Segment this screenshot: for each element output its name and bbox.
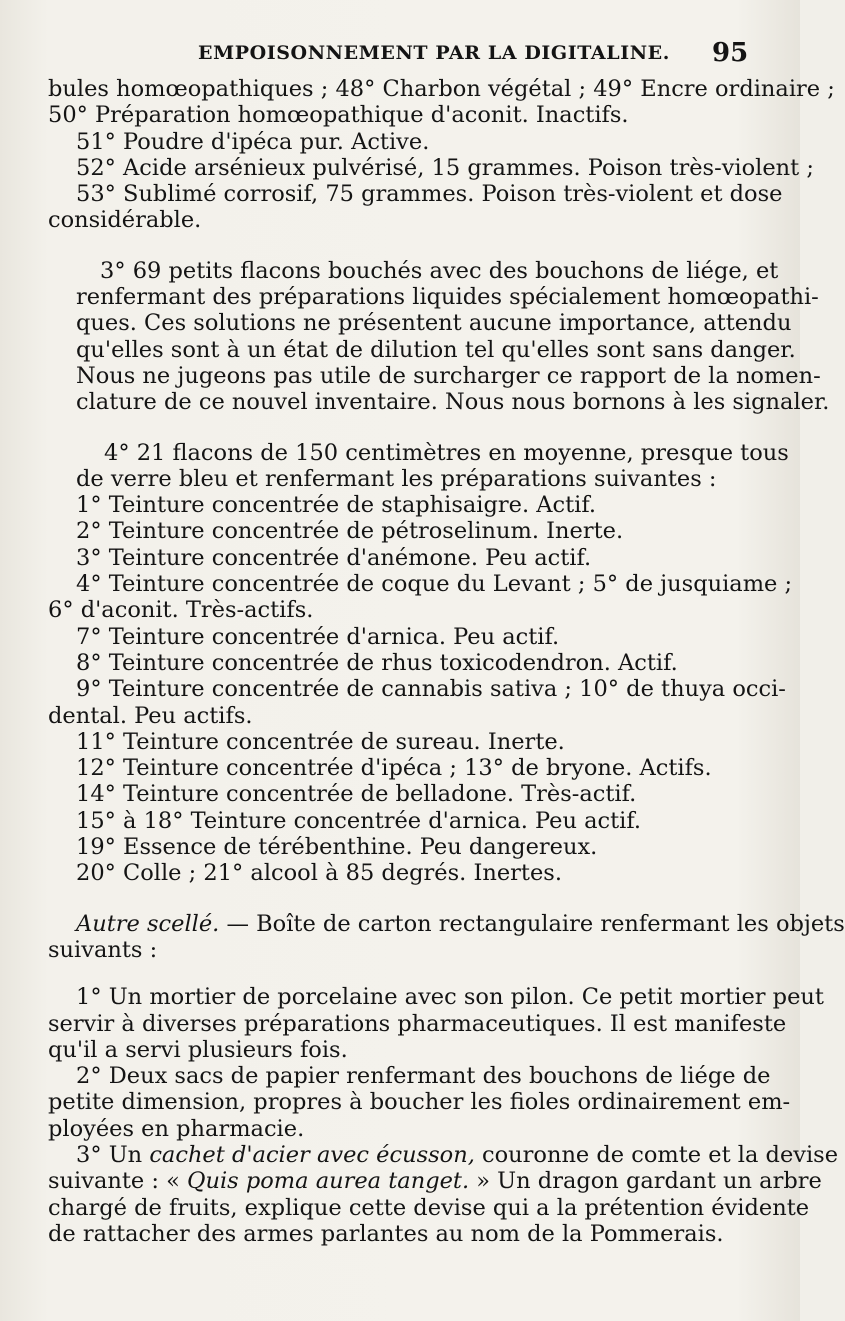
text-line: petite dimension, propres à boucher les fioles ordinairement em- — [48, 1089, 791, 1116]
text-span: suivante : « — [48, 1168, 188, 1195]
text-span: » Un dragon gardant un arbre — [469, 1168, 822, 1195]
italic-span: cachet d'acier avec écusson, — [149, 1141, 475, 1168]
italic-heading: Autre scellé. — [76, 910, 220, 937]
paragraph-gap — [48, 416, 752, 440]
text-line: 6° d'aconit. Très-actifs. — [48, 597, 314, 624]
text-line: 3° 69 petits flacons bouchés avec des bouchons de liége, et — [100, 257, 779, 284]
text-line: dental. Peu actifs. — [48, 702, 253, 729]
text-line: 9° Teinture concentrée de cannabis sativa ; 10° de thuya occi- — [76, 676, 786, 703]
text-line: 4° Teinture concentrée de coque du Levant ; 5° de jusquiame ; — [76, 571, 793, 598]
text-line: 12° Teinture concentrée d'ipéca ; 13° de bryone. Actifs. — [76, 755, 712, 782]
text-span: 3° Un — [76, 1141, 150, 1168]
text-line: clature de ce nouvel inventaire. Nous nous bornons à les signaler. — [76, 389, 830, 416]
text-line: 20° Colle ; 21° alcool à 85 degrés. Inertes. — [76, 860, 562, 887]
text-span: — Boîte de carton rectangulaire renfermant les objets — [219, 910, 845, 937]
text-line: considérable. — [48, 207, 202, 234]
paragraph-gap — [48, 234, 752, 258]
page-number: 95 — [712, 38, 749, 68]
text-line: 7° Teinture concentrée d'arnica. Peu actif. — [76, 623, 560, 650]
italic-span: Quis poma aurea tanget. — [187, 1168, 470, 1195]
text-span: couronne de comte et la devise — [474, 1141, 839, 1168]
paragraph-gap — [48, 963, 752, 984]
text-line: Nous ne jugeons pas utile de surcharger ce rapport de la nomen- — [76, 362, 821, 389]
text-line: 4° 21 flacons de 150 centimètres en moyenne, presque tous — [104, 439, 789, 466]
page-header — [0, 34, 800, 74]
text-line: 3° Teinture concentrée d'anémone. Peu actif. — [76, 544, 592, 571]
text-line: servir à diverses préparations pharmaceutiques. Il est manifeste — [48, 1010, 787, 1037]
text-line: ployées en pharmacie. — [48, 1115, 305, 1142]
page-body — [48, 76, 845, 1247]
text-line: de rattacher des armes parlantes au nom de la Pommerais. — [48, 1220, 724, 1247]
text-line — [48, 910, 845, 937]
text-line: qu'elles sont à un état de dilution tel qu'elles sont sans danger. — [76, 336, 796, 363]
text-line: 2° Teinture concentrée de pétroselinum. Inerte. — [76, 518, 624, 545]
text-line: qu'il a servi plusieurs fois. — [48, 1036, 348, 1063]
text-line: de verre bleu et renfermant les préparations suivantes : — [76, 465, 717, 492]
text-line: 2° Deux sacs de papier renfermant des bouchons de liége de — [76, 1063, 771, 1090]
text-line: 53° Sublimé corrosif, 75 grammes. Poison très-violent et dose — [76, 181, 783, 208]
running-title: EMPOISONNEMENT PAR LA DIGITALINE. — [198, 42, 670, 64]
text-line: 11° Teinture concentrée de sureau. Inerte. — [76, 728, 565, 755]
text-line: ques. Ces solutions ne présentent aucune importance, attendu — [76, 310, 792, 337]
text-line: 50° Préparation homœopathique d'aconit. Inactifs. — [48, 102, 629, 129]
text-line: 14° Teinture concentrée de belladone. Très-actif. — [76, 781, 637, 808]
text-line — [48, 1141, 839, 1168]
text-line: 15° à 18° Teinture concentrée d'arnica. Peu actif. — [76, 807, 642, 834]
text-line: 1° Teinture concentrée de staphisaigre. Actif. — [76, 492, 597, 519]
text-line: 52° Acide arsénieux pulvérisé, 15 grammes. Poison très-violent ; — [76, 154, 814, 181]
paragraph-gap — [48, 887, 752, 911]
text-line: bules homœopathiques ; 48° Charbon végétal ; 49° Encre ordinaire ; — [48, 76, 835, 102]
text-line: chargé de fruits, explique cette devise qui a la prétention évidente — [48, 1194, 810, 1221]
text-line: suivants : — [48, 936, 158, 963]
text-line: 19° Essence de térébenthine. Peu dangereux. — [76, 834, 598, 861]
text-line: 1° Un mortier de porcelaine avec son pilon. Ce petit mortier peut — [76, 984, 824, 1011]
text-line: 51° Poudre d'ipéca pur. Active. — [76, 128, 430, 155]
text-line — [48, 1168, 822, 1195]
text-line: 8° Teinture concentrée de rhus toxicodendron. Actif. — [76, 649, 678, 676]
text-line: renfermant des préparations liquides spécialement homœopathi- — [76, 284, 819, 311]
